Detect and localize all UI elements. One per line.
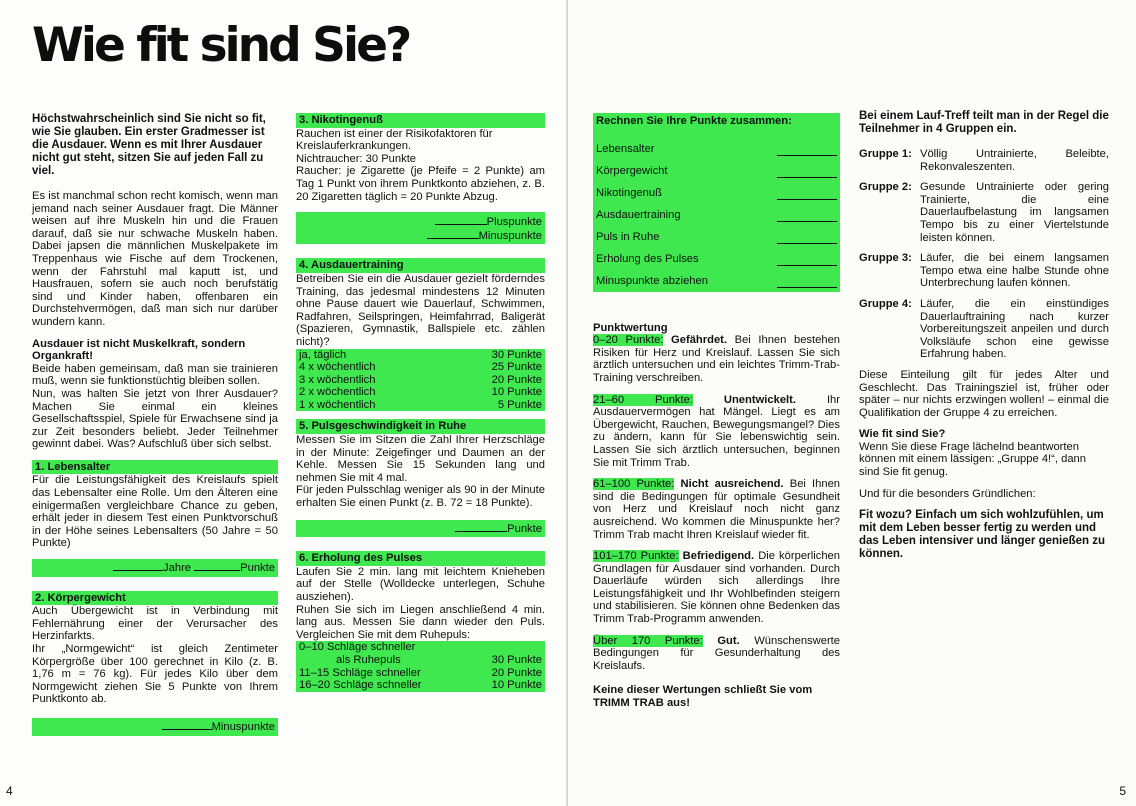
sum-row	[596, 178, 837, 200]
group-text: Läufer, die ein einstündiges Dauerlauftraining nach kurzer Vorbereitungszeit anpeilen und durch Volksläufe schon eine gewisse Erfahrung haben.	[920, 297, 1109, 361]
sum-row-label: Nikotingenuß	[596, 187, 662, 199]
left-column-2	[296, 113, 545, 700]
table-row	[296, 654, 545, 667]
wertung-3-label: Nicht ausreichend.	[680, 478, 784, 491]
left-column-1	[32, 113, 278, 750]
table-row	[296, 374, 545, 387]
puls-punkte-label: Punkte	[507, 522, 542, 535]
page-number-left: 4	[6, 784, 13, 798]
sum-row-label: Ausdauertraining	[596, 209, 681, 221]
section-lebensalter-text: Für die Leistungsfähigkeit des Kreislaufs spielt das Lebensalter eine Rolle. Um den Älteren eine einigermaßen vergleichbare Chance zu geben, erhält jeder in diesem Test einen Punktvorschuß in der Höhe seines Lebensalters (50 Jahre = 50 Punkte)	[32, 474, 278, 550]
wertung-4-label: Befriedigend.	[682, 550, 755, 563]
wertung-1-label: Gefährdet.	[671, 334, 727, 347]
row-points: 30 Punkte	[491, 348, 542, 361]
wertung-4-range: 101–170 Punkte:	[593, 550, 679, 563]
wie-fit-heading: Wie fit sind Sie?	[859, 428, 946, 441]
nikotin-entry-box	[296, 212, 545, 244]
section-puls-text-1: Messen Sie im Sitzen die Zahl Ihrer Herzschläge in der Minute: Zeigefinger und Daumen an der Kehle. Messen Sie 15 Sekunden lang und nehmen Sie mit 4 mal.	[296, 434, 545, 484]
puls-entry-row	[296, 520, 545, 538]
wertung-2	[593, 394, 840, 470]
wertung-3-text: Bei Ihnen sind die Bedingungen für optimale Gesundheit von Herz und Kreislauf noch nicht ganz ausreichend. Wo kommen die Minuspunkte her? Trimm Trab macht Ihren Kreislauf wieder fit.	[593, 478, 841, 541]
wertung-2-label: Unentwickelt.	[723, 393, 797, 406]
row-label: 11–15 Schläge schneller	[299, 666, 421, 679]
table-row	[296, 667, 545, 680]
wertung-1-range: 0–20 Punkte:	[593, 334, 664, 347]
lebensalter-punkte-label: Punkte	[240, 562, 275, 575]
wertung-2-text: Ihr Ausdauervermögen hat Mängel. Liegt es am Übergewicht, Rauchen, Bewegungsmangel? Dies zu ändern, kann für Sie lebenswichtig sein. Lassen Sie sich ärztlich untersuchen, beginnen Sie mit Trimm Trab.	[593, 393, 840, 469]
group-item	[859, 252, 1109, 290]
wertung-5-label: Gut.	[717, 634, 740, 647]
sum-row-blank[interactable]	[777, 278, 837, 288]
sum-row-blank[interactable]	[777, 212, 837, 222]
wertung-4-text: Die körperlichen Grundlagen für Ausdauer sind vorhanden. Durch Dauerläufe würden sich allerdings Ihre Leistungsfähigkeit und Ihr Wohlbefinden steigern und stabilisieren. Sie können ohne Bedenken das Trimm Trab-Programm anwenden.	[593, 550, 841, 626]
wertung-2-range: 21–60 Punkte:	[593, 393, 693, 406]
sum-row-blank[interactable]	[777, 256, 837, 266]
section-nikotin-text-2: Nichtraucher: 30 Punkte	[296, 152, 417, 165]
row-label: 2 x wöchentlich	[299, 386, 376, 399]
row-label: 16–20 Schläge schneller	[299, 679, 422, 692]
wertung-5-text: Wünschenswerte Bedingungen für Gesunderhaltung des Kreislaufs.	[593, 634, 841, 672]
group-item	[859, 148, 1109, 173]
section-erholung-heading: 6. Erholung des Pulses	[296, 551, 545, 566]
koerpergewicht-entry-row	[32, 718, 278, 736]
section-puls-heading: 5. Pulsgeschwindigkeit in Ruhe	[296, 419, 545, 434]
section-erholung-text-2: Ruhen Sie sich im Liegen anschließend 4 min. lang aus. Messen Sie dann wieder den Puls. Vergleichen Sie mit dem Ruhepuls:	[296, 603, 545, 641]
nikotin-minuspunkte-label: Minuspunkte	[478, 229, 542, 242]
row-points: 20 Punkte	[491, 666, 542, 679]
section-koerpergewicht-text-2: Ihr „Normgewicht“ ist gleich Zentimeter Körpergröße über 100 gerechnet in Kilo (z. B. 1,76 m = 76 kg). Für jedes Kilo über dem Normgewicht ziehen Sie 5 Punkte von Ihrem Punktkonto ab.	[32, 643, 278, 706]
table-row	[296, 386, 545, 399]
pluspunkte-label: Pluspunkte	[486, 216, 542, 229]
sum-row	[596, 266, 837, 288]
right-page	[568, 0, 1136, 806]
koerpergewicht-blank[interactable]	[162, 720, 212, 730]
wertung-5-range: Über 170 Punkte:	[593, 634, 703, 647]
row-points: 25 Punkte	[491, 361, 542, 374]
wertung-1	[593, 334, 840, 384]
group-label: Gruppe 4:	[859, 297, 912, 310]
sum-row-blank[interactable]	[777, 146, 837, 156]
wertung-3	[593, 478, 840, 541]
sum-row-blank[interactable]	[777, 190, 837, 200]
right-column-2	[859, 110, 1109, 570]
lead-paragraph: Höchstwahrscheinlich sind Sie nicht so fit, wie Sie glauben. Ein erster Gradmesser ist die Ausdauer. Wenn es mit Ihrer Ausdauer nicht gut steht, sitzen Sie auf jeden Fall zu viel.	[32, 113, 266, 177]
ausdauertraining-table	[296, 349, 545, 412]
section-lebensalter-heading: 1. Lebensalter	[32, 460, 278, 475]
jahre-label: Jahre	[163, 562, 192, 575]
table-row	[296, 679, 545, 692]
group-label: Gruppe 2:	[859, 181, 912, 194]
sum-row	[596, 134, 837, 156]
erholung-table	[296, 641, 545, 691]
sum-row	[596, 156, 837, 178]
table-row	[296, 361, 545, 374]
sum-row-blank[interactable]	[777, 234, 837, 244]
row-label: 4 x wöchentlich	[299, 361, 376, 374]
section-puls-text-2: Für jeden Pulsschlag weniger als 90 in der Minute erhalten Sie einen Punkt (z. B. 72 = 18 Punkte).	[296, 484, 545, 510]
group-text: Gesunde Untrainierte oder gering Trainierte, die eine Dauerlaufbelastung im langsamen Tempo bis zu einer Viertelstunde leisten können.	[920, 181, 1109, 244]
lauftreff-lead: Bei einem Lauf-Treff teilt man in der Regel die Teilnehmer in 4 Gruppen ein.	[859, 110, 1109, 135]
spiel-paragraph: Nun, was halten Sie jetzt von Ihrer Ausdauer? Machen Sie einmal ein kleines Gesellschaftsspiel, Spiele für Erwachsene sind ja zur Zeit besonders beliebt. Jeder Teilnehmer gewinnt dabei. Was? Aufschluß über sich selbst.	[32, 387, 278, 451]
row-points: 20 Punkte	[491, 373, 542, 386]
wertung-heading: Punktwertung	[593, 321, 668, 334]
sum-row-label: Erholung des Pulses	[596, 253, 699, 265]
sum-row	[596, 222, 837, 244]
ausdauer-heading: Ausdauer ist nicht Muskelkraft, sondern Organkraft!	[32, 337, 246, 363]
jahre-blank[interactable]	[113, 561, 163, 571]
section-koerpergewicht-heading: 2. Körpergewicht	[32, 591, 278, 606]
sum-box	[593, 113, 840, 292]
section-nikotin-heading: 3. Nikotingenuß	[296, 113, 545, 128]
intro-paragraph: Es ist manchmal schon recht komisch, wenn man jemand nach seiner Ausdauer fragt. Die Männer weisen auf ihre Muskeln hin und die Frauen darauf, daß sie nur schwache Muskeln haben. Dabei japsen die männlichen Muskelpakete im Treppenhaus wie Fische auf dem Trockenen, wenn der Fahrstuhl mal kaputt ist, und Hausfrauen, sofern sie auch noch berufstätig sind und Kinder haben, offenbaren ein Durchstehvermögen, daß man sich nur darüber wundern kann.	[32, 190, 278, 328]
row-points	[469, 641, 545, 654]
row-label: als Ruhepuls	[336, 653, 401, 666]
sum-row-label: Lebensalter	[596, 143, 655, 155]
group-item	[859, 181, 1109, 244]
nikotin-minuspunkte-blank[interactable]	[427, 229, 479, 239]
group-text: Völlig Untrainierte, Beleibte, Rekonvaleszenten.	[920, 148, 1109, 173]
table-row	[296, 641, 545, 654]
row-points: 10 Punkte	[491, 386, 542, 399]
group-label: Gruppe 1:	[859, 148, 912, 160]
row-label: 0–10 Schläge schneller	[299, 641, 416, 654]
sum-row	[596, 200, 837, 222]
section-ausdauertraining-text: Betreiben Sie ein die Ausdauer gezielt förderndes Training, das jedesmal mindestens 12 Minuten ohne Pause dauert wie Dauerlauf, Schwimmen, Radfahren, Seilspringen, Heimfahrrad, Baligerät (Spazieren, Gymnastik, Ballspiele etc. zählen nicht)?	[296, 272, 545, 348]
section-nikotin-text-1: Rauchen ist einer der Risikofaktoren für Kreislauferkrankungen.	[296, 127, 493, 153]
lebensalter-punkte-blank[interactable]	[194, 561, 240, 571]
koerpergewicht-minus-label: Minuspunkte	[211, 720, 275, 733]
wertung-5	[593, 635, 840, 673]
wertung-3-range: 61–100 Punkte:	[593, 478, 675, 491]
section-erholung-text-1: Laufen Sie 2 min. lang mit leichtem Knieheben auf der Stelle (Wolldecke unterlegen, Schuhe ausziehen).	[296, 565, 545, 603]
wertung-4	[593, 550, 840, 626]
table-row	[296, 399, 545, 412]
row-points: 30 Punkte	[491, 653, 542, 666]
sum-row-blank[interactable]	[777, 168, 837, 178]
lebensalter-entry-row	[32, 559, 278, 577]
page-title: Wie fit sind Sie?	[32, 18, 410, 73]
closing-note: Keine dieser Wertungen schließt Sie vom TRIMM TRAB aus!	[593, 684, 813, 710]
page-number-right: 5	[1119, 784, 1126, 798]
row-points: 5 Punkte	[497, 398, 542, 411]
group-label: Gruppe 3:	[859, 252, 912, 265]
fit-wozu-text: Fit wozu? Einfach um sich wohlzufühlen, um mit dem Leben besser fertig zu werden und das Leben intensiver und länger genießen zu können.	[859, 509, 1106, 561]
section-koerpergewicht-text-1: Auch Übergewicht ist in Verbindung mit Fehlernährung einer der Verursacher des Herzinfarkts.	[32, 605, 278, 643]
section-ausdauertraining-heading: 4. Ausdauertraining	[296, 258, 545, 273]
sum-row-label: Puls in Ruhe	[596, 231, 660, 243]
row-label: 3 x wöchentlich	[299, 373, 376, 386]
sum-row-label: Minuspunkte abziehen	[596, 275, 708, 287]
sum-row-label: Körpergewicht	[596, 165, 668, 177]
section-nikotin-text-3: Raucher: je Zigarette (je Pfeife = 2 Punkte) am Tag 1 Punkt von ihrem Punktkonto abziehen, z. B. 20 Zigaretten täglich = 20 Punkte Abzug.	[296, 165, 545, 203]
wertung-1-text: Bei Ihnen bestehen Risiken für Herz und Kreislauf. Lassen Sie sich ärztlich untersuchen und ein leichtes Trimm-Trab-Training verschreiben.	[593, 334, 841, 384]
sum-heading: Rechnen Sie Ihre Punkte zusammen:	[596, 115, 792, 127]
table-row	[296, 349, 545, 362]
group-text: Läufer, die bei einem langsamen Tempo etwa eine halbe Stunde ohne Unterbrechung laufen können.	[920, 252, 1109, 290]
ausdauer-paragraph: Beide haben gemeinsam, daß man sie trainieren muß, wenn sie funktionstüchtig bleiben sollen.	[32, 362, 278, 388]
row-label: ja, täglich	[299, 348, 347, 361]
wie-fit-text: Wenn Sie diese Frage lächelnd beantworten können mit einem lässigen: „Gruppe 4!“, dann sind Sie fit genug.	[859, 440, 1086, 479]
right-column-1	[593, 113, 840, 719]
pluspunkte-blank[interactable]	[435, 215, 487, 225]
einteilung-paragraph: Diese Einteilung gilt für jedes Alter und Geschlecht. Das Trainingsziel ist, früher oder später – nur nichts erzwingen wollen! – einmal die Qualifikation der Gruppe 4 zu erreichen.	[859, 368, 1109, 419]
row-points: 10 Punkte	[491, 679, 542, 692]
puls-punkte-blank[interactable]	[455, 522, 507, 532]
group-item	[859, 298, 1109, 361]
gruendlich-text: Und für die besonders Gründlichen:	[859, 487, 1036, 500]
row-label: 1 x wöchentlich	[299, 398, 376, 411]
sum-row	[596, 244, 837, 266]
